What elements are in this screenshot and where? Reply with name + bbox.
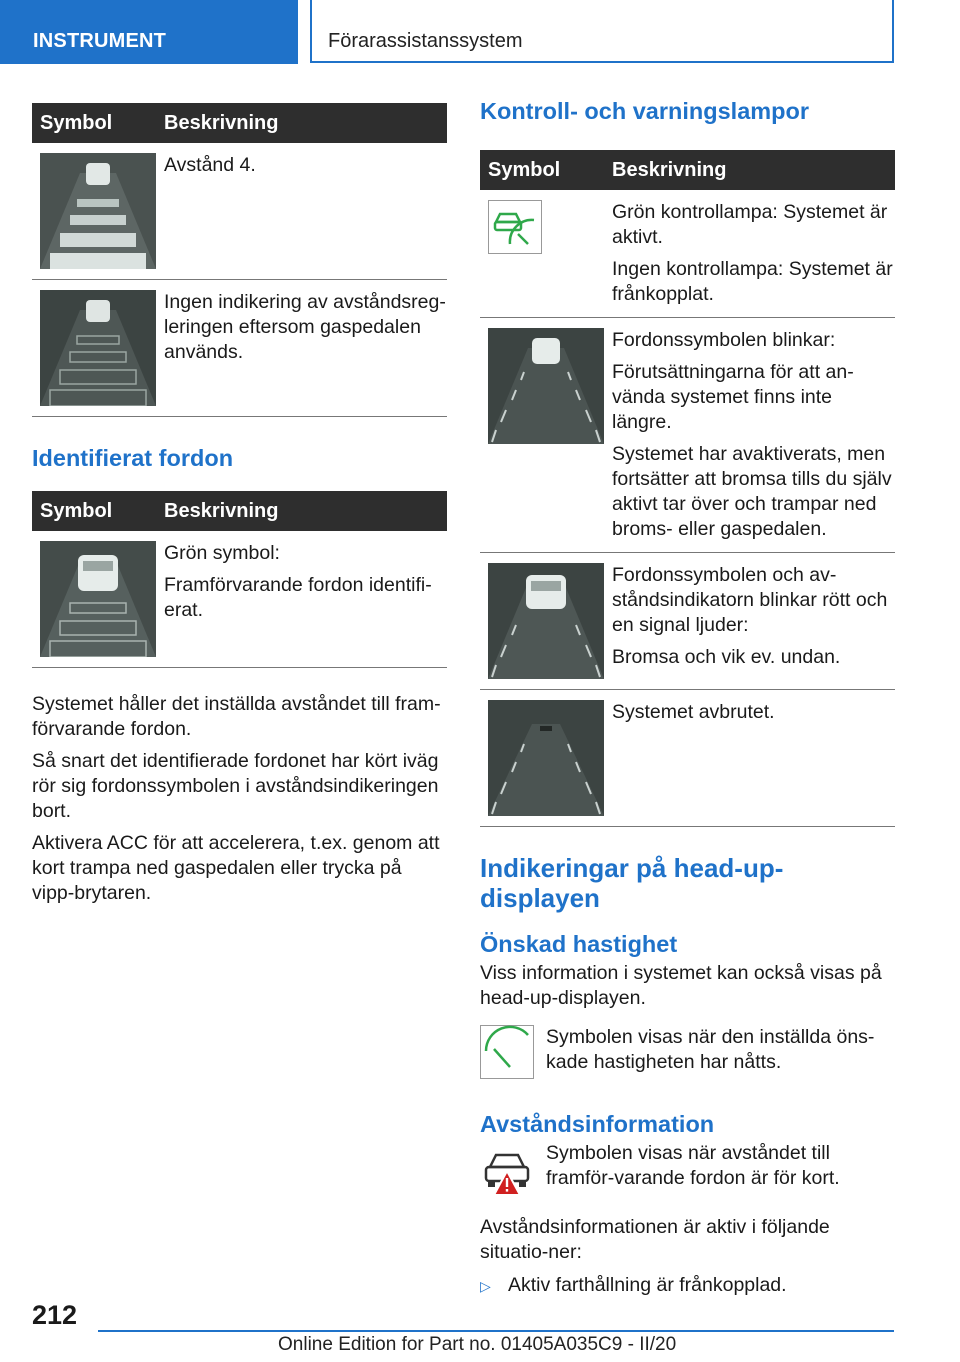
left-column	[32, 103, 447, 913]
header-section-label: INSTRUMENT	[33, 30, 167, 52]
list-item-text: Aktiv farthållning är frånkopplad.	[508, 1274, 787, 1296]
identified-vehicle-table	[32, 491, 447, 668]
distance-no-indication-icon	[40, 290, 156, 406]
list-item	[480, 1273, 895, 1299]
col-symbol-header: Symbol	[32, 103, 156, 143]
paragraph: Så snart det identifierade fordonet har kört iväg rör sig fordonssymbolen i avståndsindikeringen bort.	[32, 750, 439, 822]
identified-vehicle-icon	[40, 541, 156, 657]
heading-head-up-display: Indikeringar på head-up-displayen	[480, 853, 784, 913]
right-column	[480, 96, 895, 1299]
table-cell-text: Fordonssymbolen och av-ståndsindikatorn blinkar rött och en signal ljuder:	[612, 564, 888, 636]
heading-warning-lamps: Kontroll- och varningslampor	[480, 98, 810, 124]
vehicle-flashing-icon	[488, 328, 604, 444]
header-section-tab	[0, 0, 298, 64]
table-cell-text: Systemet har avaktiverats, men fortsätter att bromsa tills du själv aktivt tar över och trampar ned broms- eller gaspedalen.	[612, 443, 892, 540]
distance-symbol-table	[32, 103, 447, 417]
col-desc-header: Beskrivning	[604, 150, 895, 190]
distance-warning-car-icon	[480, 1147, 534, 1201]
table-cell-text: Förutsättningarna för att an-vända systemet finns inte längre.	[612, 361, 854, 433]
paragraph: Viss information i systemet kan också visas på head-up-displayen.	[480, 962, 882, 1009]
speed-icon-text: Symbolen visas när den inställda öns-kade hastigheten har nåtts.	[546, 1026, 875, 1073]
distance-icon-text: Symbolen visas när avståndet till framför-varande fordon är för kort.	[546, 1142, 840, 1189]
heading-distance-info: Avståndsinformation	[480, 1111, 715, 1137]
header-chapter-tab	[310, 0, 894, 63]
system-aborted-icon	[488, 700, 604, 816]
paragraph: Systemet håller det inställda avståndet till fram-förvarande fordon.	[32, 693, 441, 740]
table-row	[480, 690, 895, 827]
table-cell-text: Framförvarande fordon identifi-erat.	[164, 574, 432, 621]
col-desc-header: Beskrivning	[156, 103, 447, 143]
bullet-triangle-icon: ▷	[480, 1278, 491, 1294]
warning-lamps-table	[480, 150, 895, 827]
col-desc-header: Beskrivning	[156, 491, 447, 531]
table-row	[480, 318, 895, 553]
page-number: 212	[32, 1300, 78, 1330]
table-cell-text: Bromsa och vik ev. undan.	[612, 646, 841, 668]
table-cell-text: Ingen kontrollampa: Systemet är frånkopplat.	[612, 258, 893, 305]
table-row	[480, 553, 895, 690]
distance-icon-row	[480, 1141, 895, 1203]
distance-4-icon	[40, 153, 156, 269]
table-cell-text: Systemet avbrutet.	[612, 701, 775, 723]
col-symbol-header: Symbol	[32, 491, 156, 531]
header-chapter-label: Förarassistanssystem	[328, 30, 523, 52]
footer-edition: Online Edition for Part no. 01405A035C9 - II/20	[278, 1334, 677, 1355]
table-row	[32, 531, 447, 668]
heading-desired-speed: Önskad hastighet	[480, 931, 678, 957]
table-row	[480, 190, 895, 318]
paragraph: Avståndsinformationen är aktiv i följande situatio-ner:	[480, 1216, 830, 1263]
table-row	[32, 143, 447, 280]
table-cell-text: Grön kontrollampa: Systemet är aktivt.	[612, 201, 888, 248]
acc-indicator-icon	[488, 200, 542, 254]
table-row	[32, 280, 447, 417]
table-cell-text: Grön symbol:	[164, 542, 280, 564]
footer-rule	[98, 1330, 894, 1332]
table-cell-text: Avstånd 4.	[164, 154, 256, 176]
heading-identified-vehicle: Identifierat fordon	[32, 445, 234, 471]
speed-reached-icon	[480, 1025, 534, 1079]
table-cell-text: Ingen indikering av avståndsreg-leringen eftersom gaspedalen används.	[164, 291, 446, 363]
col-symbol-header: Symbol	[480, 150, 604, 190]
table-cell-text: Fordonssymbolen blinkar:	[612, 329, 836, 351]
paragraph: Aktivera ACC för att accelerera, t.ex. genom att kort trampa ned gaspedalen eller trycka på vipp-brytaren.	[32, 832, 440, 904]
vehicle-distance-red-icon	[488, 563, 604, 679]
speed-icon-row	[480, 1025, 895, 1087]
